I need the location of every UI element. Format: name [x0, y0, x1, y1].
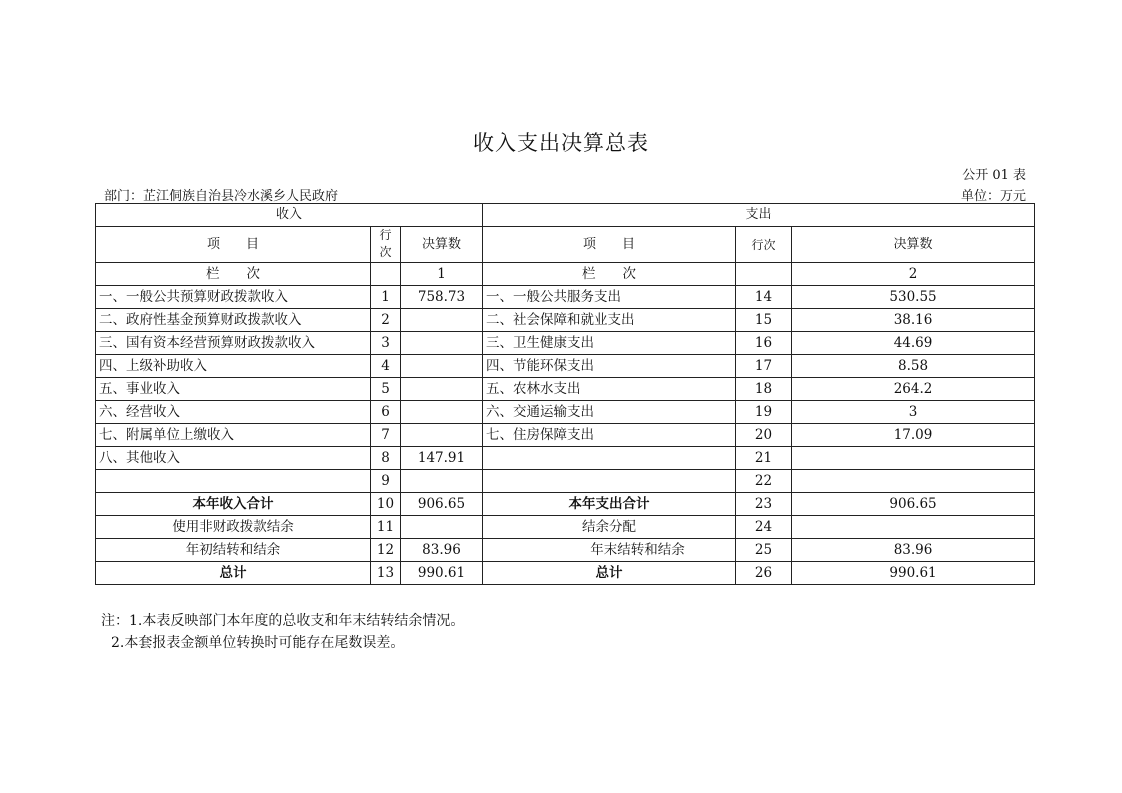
footnote-2: 2.本套报表金额单位转换时可能存在尾数误差。 — [111, 635, 405, 651]
expense-amount-header: 决算数 — [792, 227, 1035, 263]
table-row: 二、政府性基金预算财政拨款收入 2 二、社会保障和就业支出 15 38.16 — [96, 309, 1035, 332]
form-code: 公开 01 表 — [962, 168, 1026, 183]
income-column-label: 栏 次 — [96, 263, 371, 286]
department-label: 部门：芷江侗族自治县冷水溪乡人民政府 — [104, 189, 339, 204]
unit-label: 单位：万元 — [960, 189, 1026, 204]
budget-summary-table — [95, 203, 1035, 585]
table-row: 七、附属单位上缴收入 7 七、住房保障支出 20 17.09 — [96, 424, 1035, 447]
carryover-row: 年初结转和结余 12 83.96 年末结转和结余 25 83.96 — [96, 539, 1035, 562]
expense-column-label: 栏 次 — [483, 263, 736, 286]
expense-row-no-header: 行次 — [736, 227, 792, 263]
grand-total-row: 总计 13 990.61 总计 26 990.61 — [96, 562, 1035, 585]
footnotes — [101, 610, 464, 654]
table-row: 六、经营收入 6 六、交通运输支出 19 3 — [96, 401, 1035, 424]
section-header-row — [96, 204, 1035, 227]
grand-income-total-label: 总计 — [96, 562, 371, 585]
table-row: 八、其他收入 8 147.91 21 — [96, 447, 1035, 470]
footnote-1: 注：1.本表反映部门本年度的总收支和年末结转结余情况。 — [101, 613, 465, 629]
balance-usage-row: 使用非财政拨款结余 11 结余分配 24 — [96, 516, 1035, 539]
income-item-header: 项 目 — [96, 227, 371, 263]
page-title: 收入支出决算总表 — [473, 131, 649, 155]
year-expense-total-label: 本年支出合计 — [483, 493, 736, 516]
column-index-row — [96, 263, 1035, 286]
expense-column-index: 2 — [792, 263, 1035, 286]
table-row: 五、事业收入 5 五、农林水支出 18 264.2 — [96, 378, 1035, 401]
year-total-row: 本年收入合计 10 906.65 本年支出合计 23 906.65 — [96, 493, 1035, 516]
grand-expense-total-value: 990.61 — [792, 562, 1035, 585]
income-amount-header: 决算数 — [401, 227, 483, 263]
expense-header: 支出 — [483, 204, 1035, 227]
expense-item-header: 项 目 — [483, 227, 736, 263]
grand-income-total-value: 990.61 — [401, 562, 483, 585]
income-row-no-header: 行 次 — [371, 227, 401, 263]
year-expense-total-value: 906.65 — [792, 493, 1035, 516]
column-header-row — [96, 227, 1035, 263]
table-row: 一、一般公共预算财政拨款收入 1 758.73 一、一般公共服务支出 14 530.55 — [96, 286, 1035, 309]
table-row: 四、上级补助收入 4 四、节能环保支出 17 8.58 — [96, 355, 1035, 378]
year-income-total-value: 906.65 — [401, 493, 483, 516]
table-row: 三、国有资本经营预算财政拨款收入 3 三、卫生健康支出 16 44.69 — [96, 332, 1035, 355]
income-header: 收入 — [96, 204, 483, 227]
table-row: 9 22 — [96, 470, 1035, 493]
grand-expense-total-label: 总计 — [483, 562, 736, 585]
year-income-total-label: 本年收入合计 — [96, 493, 371, 516]
income-column-index: 1 — [401, 263, 483, 286]
